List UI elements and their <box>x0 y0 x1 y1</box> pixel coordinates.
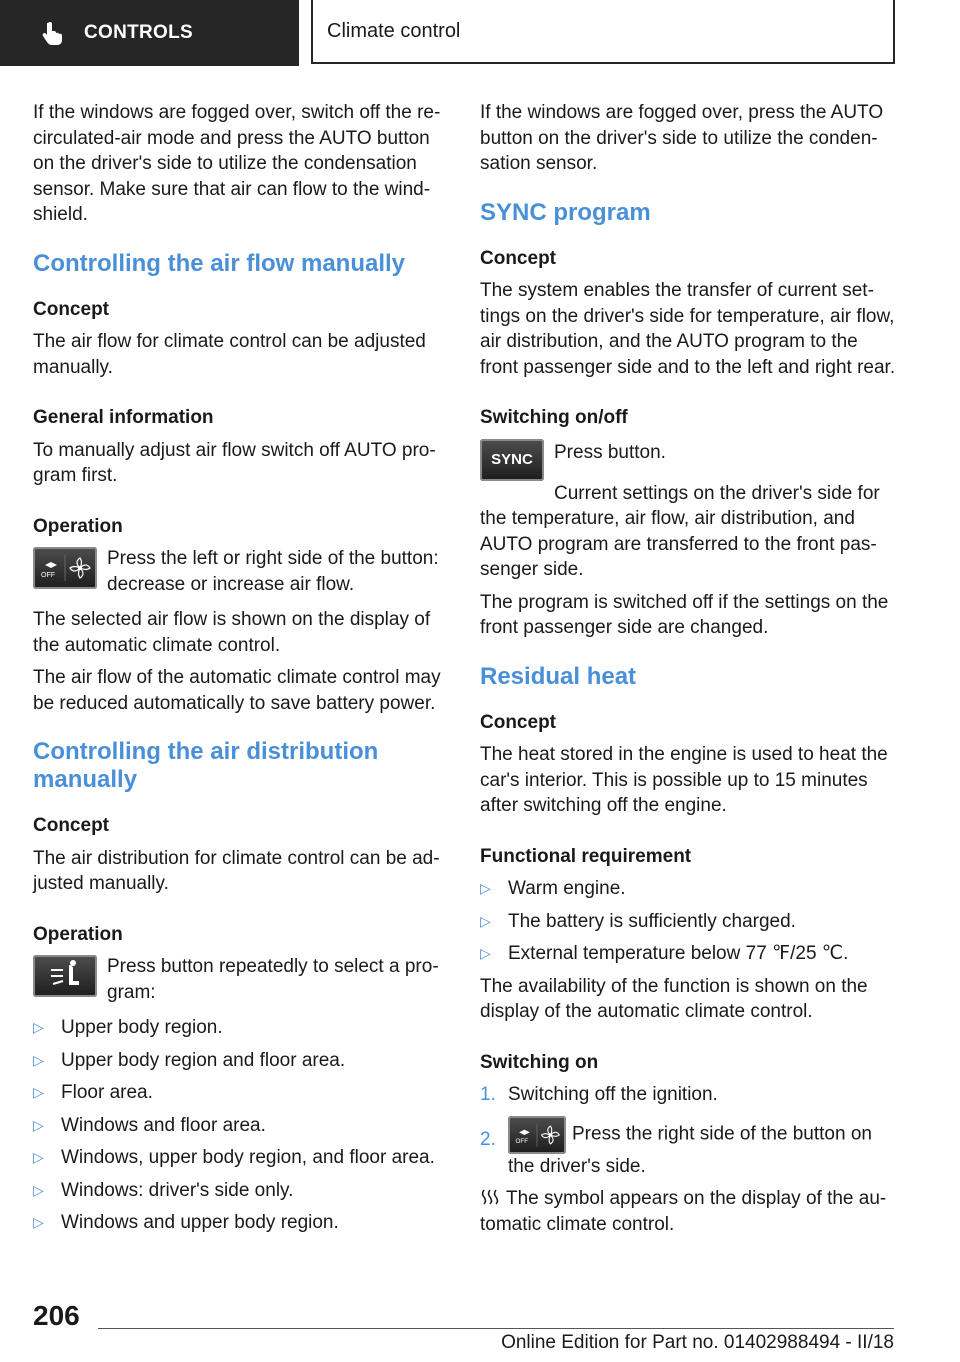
triangle-bullet-icon: ▷ <box>33 1214 44 1230</box>
fan-button-icon <box>33 547 97 589</box>
residual-heat-icon <box>480 1188 500 1206</box>
section-label: CONTROLS <box>84 22 194 43</box>
shown-text: The selected air flow is shown on the display of the automatic climate control. <box>33 609 431 656</box>
page-header <box>0 0 960 66</box>
general-label: General information <box>33 407 214 428</box>
triangle-bullet-icon: ▷ <box>480 912 491 929</box>
sync-button-icon: SYNC <box>480 439 544 481</box>
footer-divider <box>98 1328 894 1329</box>
operation-text: Press the left or right side of the button: decrease or increase air flow. <box>107 548 439 595</box>
triangle-bullet-icon: ▷ <box>33 1181 44 1198</box>
list-item: ▷ Upper body region and floor area. <box>33 1048 448 1074</box>
hand-pointer-icon <box>40 20 66 46</box>
sync-concept-text: The system enables the transfer of current settings on the driver's side for temperature, air flow, air distribution, and the AUTO program to the front passenger side and to the left and right rear. <box>480 280 896 378</box>
general-text: To manually adjust air flow switch off AUTO program first. <box>33 439 436 486</box>
concept-text: The air flow for climate control can be adjusted manually. <box>33 331 426 378</box>
heading-sync: SYNC program <box>480 198 651 226</box>
list-item: ▷ The battery is sufficiently charged. <box>480 909 898 935</box>
list-item: ▷ Windows: driver's side only. <box>33 1178 448 1204</box>
operation-label: Operation <box>33 515 123 537</box>
current-settings-text: Current settings on the driver's side for the temperature, air flow, air distribution, and AUTO program are transferred to the front passenger side. <box>480 482 880 580</box>
fan-button-icon <box>508 1116 566 1154</box>
triangle-bullet-icon: ▷ <box>33 1051 44 1068</box>
air-distribution-operation <box>33 954 448 1005</box>
list-item: ▷ Windows, upper body region, and floor area. <box>33 1145 448 1171</box>
right-column <box>480 100 898 1244</box>
section-tab[interactable] <box>0 0 299 66</box>
triangle-bullet-icon: ▷ <box>33 1116 44 1133</box>
res-concept-label: Concept <box>480 711 556 733</box>
heading-distribution: Controlling the air distribution manually <box>33 738 379 793</box>
res-concept-text: The heat stored in the engine is used to heat the car's interior. This is possible up to 15 minutes after switching off the engine. <box>480 744 888 816</box>
list-item: ▷ Floor area. <box>33 1080 448 1106</box>
steps-list <box>480 1082 898 1179</box>
triangle-bullet-icon: ▷ <box>480 880 491 896</box>
list-item: ▷ Warm engine. <box>480 876 898 902</box>
program-list <box>33 1015 448 1236</box>
right-intro: If the windows are fogged over, press the AUTO button on the driver's side to utilize the condensation sensor. <box>480 102 884 174</box>
off-label-icon: OFF <box>41 572 55 579</box>
press-button-text: Press button. <box>554 441 666 463</box>
list-item: 2. OFF Press the right side of the button on the driver's side. <box>480 1115 898 1180</box>
left-column <box>33 100 448 1243</box>
triangle-bullet-icon: ▷ <box>33 1084 44 1100</box>
triangle-bullet-icon: ▷ <box>33 1149 44 1165</box>
chapter-tab[interactable] <box>311 0 895 64</box>
chapter-label: Climate control <box>327 19 461 42</box>
reduced-text: The air flow of the automatic climate control may be reduced automatically to save battery power. <box>33 667 441 714</box>
dist-operation-label: Operation <box>33 923 123 945</box>
list-item: ▷ External temperature below 77 ℉/25 ℃. <box>480 941 898 967</box>
list-item: ▷ Windows and floor area. <box>33 1113 448 1139</box>
heading-air-flow: Controlling the air flow manually <box>33 249 406 277</box>
dist-concept-text: The air distribution for climate control can be adjusted manually. <box>33 847 440 894</box>
concept-label: Concept <box>33 298 109 320</box>
switch-label: Switching on/off <box>480 407 628 428</box>
heading-residual: Residual heat <box>480 662 637 690</box>
triangle-bullet-icon: ▷ <box>33 1019 44 1035</box>
page-number: 206 <box>33 1300 80 1331</box>
availability-text: The availability of the function is shown on the display of the automatic climate control. <box>480 975 868 1022</box>
list-item: ▷ Upper body region. <box>33 1015 448 1041</box>
air-flow-operation <box>33 546 448 597</box>
sync-operation <box>480 438 898 481</box>
list-item: 1. Switching off the ignition. <box>480 1084 718 1105</box>
requirement-list <box>480 876 898 967</box>
symbol-text: The symbol appears on the display of the automatic climate control. <box>480 1188 887 1235</box>
air-distribution-button-icon <box>33 955 97 997</box>
sync-concept-label: Concept <box>480 247 556 269</box>
triangle-bullet-icon: ▷ <box>480 945 491 961</box>
left-intro: If the windows are fogged over, switch off the recirculated-air mode and press the AUTO button on the driver's side to utilize the condensation sensor. Make sure that air can flow to the windshield. <box>33 102 441 225</box>
switching-on-label: Switching on <box>480 1051 599 1073</box>
dist-concept-label: Concept <box>33 815 109 836</box>
off-label-icon: OFF <box>515 1137 529 1145</box>
list-item: ▷ Windows and upper body region. <box>33 1210 448 1236</box>
func-label: Functional requirement <box>480 845 692 867</box>
switched-off-text: The program is switched off if the settings on the front passenger side are changed. <box>480 591 889 638</box>
dist-operation-text: Press button repeatedly to select a program: <box>107 956 439 1003</box>
edition-text: Online Edition for Part no. 01402988494 - II/18 <box>501 1332 894 1353</box>
